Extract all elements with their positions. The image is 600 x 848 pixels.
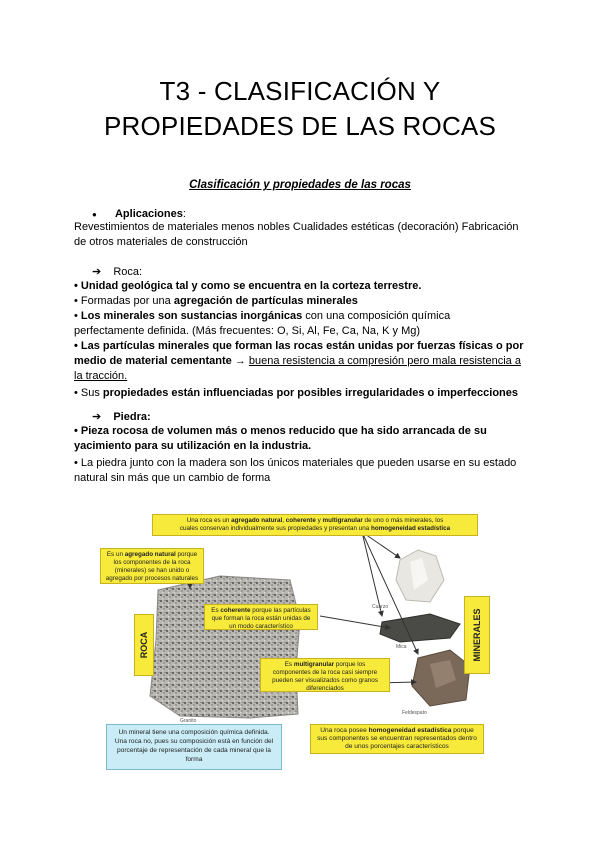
roca-item: • Los minerales son sustancias inorgánicas con una composición química [74, 310, 451, 322]
title-line-2: PROPIEDADES DE LAS ROCAS [103, 111, 497, 141]
multigranular-box: Es multigranular porque los componentes de la roca casi siempre pueden ser visualizados como granos diferenciados [260, 658, 390, 692]
minerales-side-label: MINERALES [464, 596, 490, 674]
roca-item: • Formadas por una agregación de partículas minerales [74, 295, 358, 307]
bullet-dot: ● [92, 210, 97, 219]
piedra-list [74, 424, 554, 486]
roca-item: • Sus propiedades están influenciadas por posibles irregularidades o imperfecciones [74, 387, 518, 399]
section-subtitle: Clasificación y propiedades de las rocas [189, 179, 411, 191]
roca-list [74, 279, 554, 401]
piedra-item: natural sin más que un cambio de forma [74, 472, 271, 484]
page-title [0, 74, 600, 144]
roca-side-label: ROCA [134, 614, 154, 676]
mica-image [380, 614, 460, 642]
rock-diagram [100, 510, 500, 772]
agregado-box: Es un agregado natural porque los componentes de la roca (minerales) se han unido o agregado por procesos naturales [100, 548, 204, 584]
quartz-image [396, 550, 444, 602]
roca-item: • Unidad geológica tal y como se encuentra en la corteza terrestre. [74, 280, 422, 292]
aplicaciones-heading [92, 208, 186, 220]
granito-caption: Granito [180, 718, 197, 724]
granite-rock-image [150, 576, 300, 718]
roca-heading [92, 265, 142, 278]
roca-item: • Las partículas minerales que forman las rocas están unidas por fuerzas físicas o por [74, 340, 524, 352]
colon: : [182, 208, 186, 220]
aplicaciones-line-1: Revestimientos de materiales menos nobles Cualidades estéticas (decoración) Fabricación [74, 221, 519, 233]
piedra-label: Piedra: [113, 411, 151, 423]
piedra-item: yacimiento para su utilización en la industria. [74, 440, 312, 452]
mica-caption: Mica [396, 644, 407, 650]
feldespato-caption: Feldespato [402, 710, 427, 716]
aplicaciones-text [74, 220, 554, 250]
aplicaciones-label: Aplicaciones [114, 208, 183, 220]
piedra-item: • Pieza rocosa de volumen más o menos reducido que ha sido arrancada de su [74, 425, 487, 437]
roca-item: medio de material cementante → buena resistencia a compresión pero mala resistencia a [74, 355, 521, 367]
roca-label: Roca [113, 266, 140, 278]
definition-box: Una roca es un agregado natural, coherente y multigranular de uno o más minerales, los cuales conservan individualmente sus propiedades y presentan una homogeneidad estadística [152, 514, 478, 536]
piedra-heading [92, 410, 151, 423]
feldespato-image [412, 650, 470, 706]
roca-item: la tracción. [74, 370, 128, 382]
coherente-box: Es coherente porque las partículas que forman la roca están unidas de un modo característico [204, 604, 318, 630]
title-line-1: T3 - CLASIFICACIÓN Y [159, 76, 441, 106]
colon: : [139, 266, 143, 278]
aplicaciones-line-2: de otros materiales de construcción [74, 236, 248, 248]
roca-item: perfectamente definida. (Más frecuentes: O, Si, Al, Fe, Ca, Na, K y Mg) [74, 325, 421, 337]
piedra-item: • La piedra junto con la madera son los únicos materiales que pueden usarse en su estado [74, 457, 517, 469]
mineral-composition-box: Un mineral tiene una composición química definida. Una roca no, pues su composición está en función del porcentaje de representación de cada mineral que la forma [106, 724, 282, 770]
arrow-icon: ➔ [92, 266, 102, 278]
homogeneidad-box: Una roca posee homogeneidad estadística porque sus componentes se encuentran representados dentro de unos porcentajes característicos [310, 724, 484, 754]
cuarzo-caption: Cuarzo [372, 604, 389, 610]
arrow-icon: ➔ [92, 411, 102, 423]
